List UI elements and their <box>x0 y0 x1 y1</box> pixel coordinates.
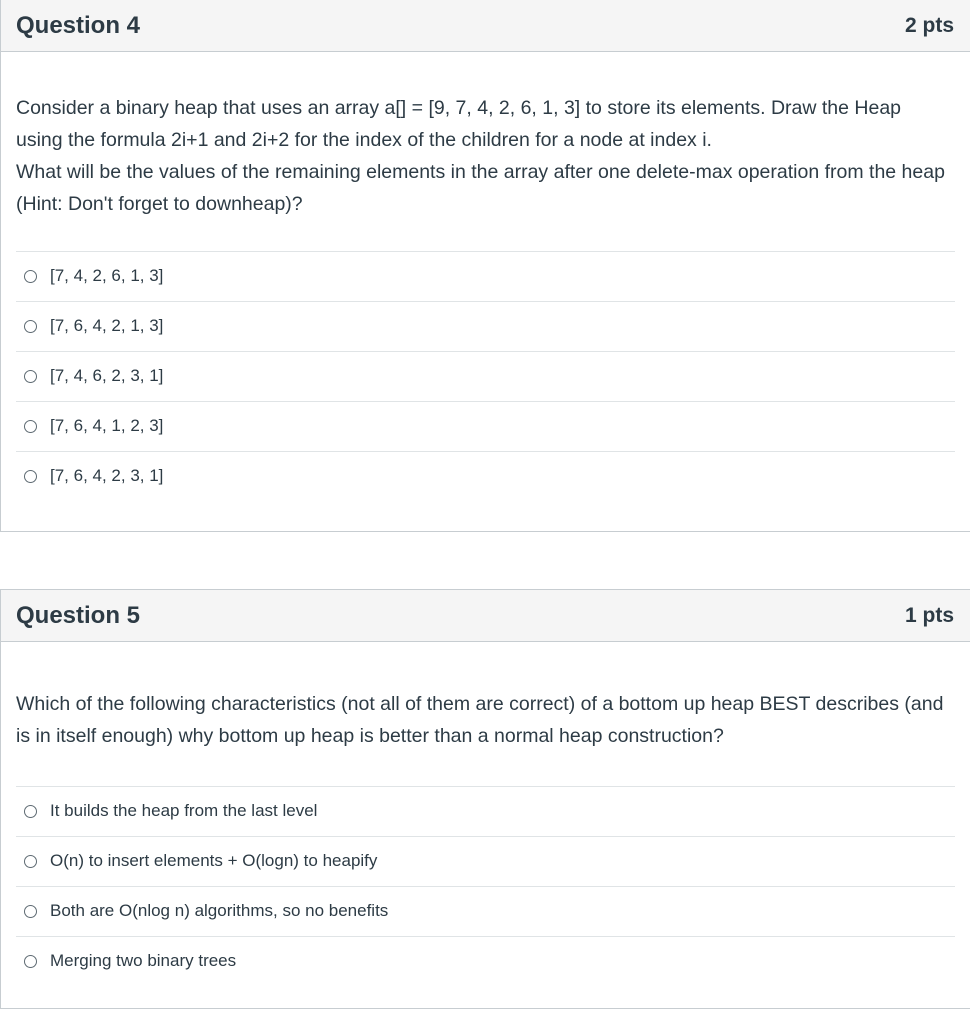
answer-option[interactable] <box>16 351 955 401</box>
answer-list <box>16 251 955 501</box>
answer-label: Merging two binary trees <box>50 951 237 970</box>
answer-option[interactable] <box>16 936 955 986</box>
question-text-paragraph: Which of the following characteristics (not all of them are correct) of a bottom up heap BEST describes (and is in itself enough) why bottom up heap is better than a normal heap construction? <box>16 693 944 747</box>
question-header <box>1 590 970 642</box>
radio-button[interactable] <box>24 270 37 283</box>
answer-option[interactable] <box>16 251 955 301</box>
question-text-paragraph: What will be the values of the remaining elements in the array after one delete-max operation from the heap (Hint: Don't forget to downheap)? <box>16 161 945 215</box>
answer-label: O(n) to insert elements + O(logn) to heapify <box>50 851 378 870</box>
answer-option[interactable] <box>16 401 955 451</box>
answer-option[interactable] <box>16 301 955 351</box>
question-5-card <box>0 589 970 1009</box>
radio-button[interactable] <box>24 470 37 483</box>
answer-option[interactable] <box>16 786 955 836</box>
question-header <box>1 0 970 52</box>
radio-button[interactable] <box>24 420 37 433</box>
answer-option[interactable] <box>16 886 955 936</box>
answer-label: [7, 4, 6, 2, 3, 1] <box>50 366 164 385</box>
answer-label: [7, 6, 4, 1, 2, 3] <box>50 416 164 435</box>
answer-option[interactable] <box>16 451 955 501</box>
radio-button[interactable] <box>24 855 37 868</box>
radio-button[interactable] <box>24 955 37 968</box>
answer-label: [7, 6, 4, 2, 3, 1] <box>50 466 164 485</box>
radio-button[interactable] <box>24 905 37 918</box>
question-text-paragraph: Consider a binary heap that uses an array a[] = [9, 7, 4, 2, 6, 1, 3] to store its elements. Draw the Heap using the formula 2i+1 and 2i+2 for the index of the children for a node at index i. <box>16 97 902 151</box>
radio-button[interactable] <box>24 805 37 818</box>
radio-button[interactable] <box>24 370 37 383</box>
question-points: 1 pts <box>904 604 954 627</box>
question-title: Question 4 <box>16 12 141 39</box>
answer-list <box>16 786 955 986</box>
question-text <box>16 92 951 220</box>
answer-label: It builds the heap from the last level <box>50 801 318 820</box>
question-points: 2 pts <box>904 14 954 37</box>
question-text <box>16 688 951 752</box>
answer-option[interactable] <box>16 836 955 886</box>
question-title: Question 5 <box>16 602 141 629</box>
answer-label: [7, 6, 4, 2, 1, 3] <box>50 316 164 335</box>
answer-label: [7, 4, 2, 6, 1, 3] <box>50 266 164 285</box>
radio-button[interactable] <box>24 320 37 333</box>
answer-label: Both are O(nlog n) algorithms, so no benefits <box>50 901 389 920</box>
